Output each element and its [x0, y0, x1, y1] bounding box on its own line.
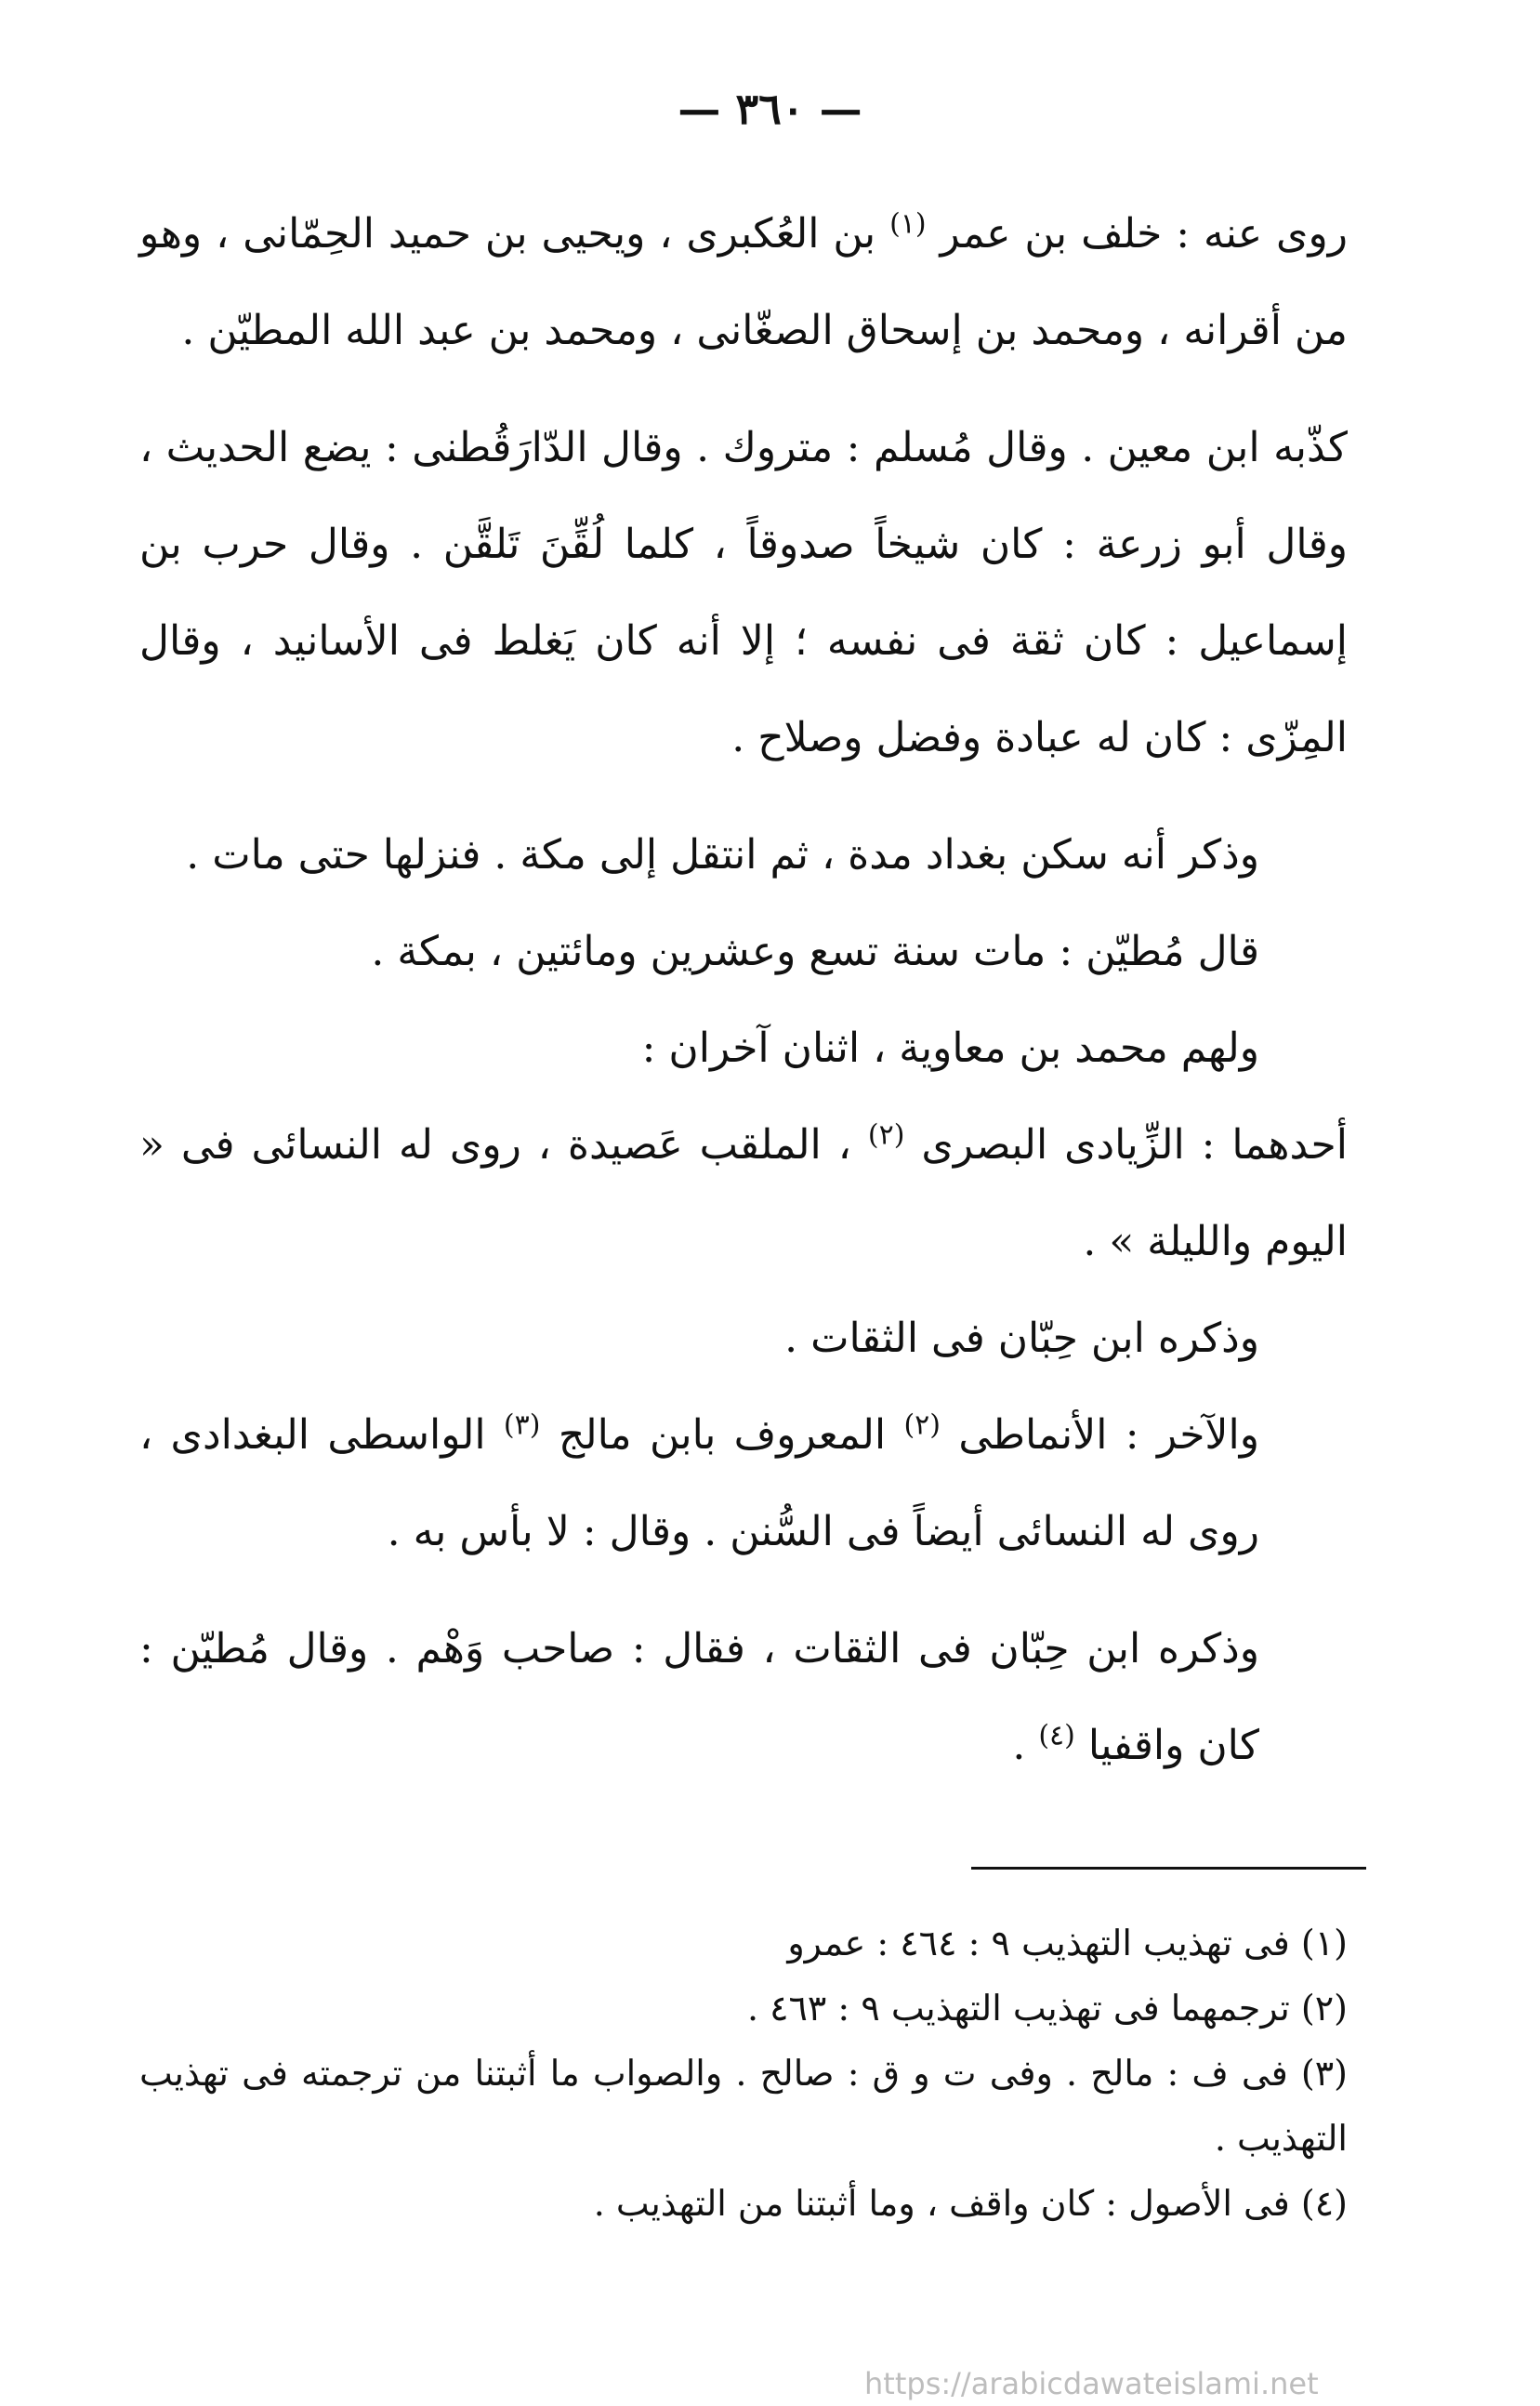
text-run: . — [1012, 1722, 1026, 1769]
text-run: ، الملقب عَصيدة ، روى له النسائى فى « اليوم والليلة » . — [139, 1121, 1348, 1265]
paragraph-namesakes: ولهم محمد بن معاوية ، اثنان آخران : — [641, 1025, 1259, 1072]
footnote-ref-3: (٣) — [503, 1408, 541, 1442]
footnote-ref-1: (١) — [889, 207, 927, 241]
footnote-ref-2: (٢) — [867, 1118, 905, 1152]
text-run: المعروف بابن مالج — [558, 1411, 887, 1459]
footnote-ref-4: (٤) — [1038, 1719, 1075, 1752]
watermark: https://arabicdawateislami.net — [864, 2366, 1319, 2401]
paragraph-first-namesake — [139, 1097, 1348, 1290]
footnote-ref-2b: (٢) — [903, 1408, 941, 1442]
text-run: بن العُكبرى ، ويحيى بن حميد الحِمّانى ، وهو من أقرانه ، ومحمد بن إسحاق الصغّانى ، ومحمد بن عبد الله المطيّن . — [139, 210, 1348, 354]
page-number: — ٣٦٠ — — [678, 84, 862, 134]
main-text — [139, 186, 1348, 1794]
paragraph-critique: كذّبه ابن معين . وقال مُسلم : متروك . وقال الدّارَقُطنى : يضع الحديث ، وقال أبو زرعة : كان شيخاً صدوقاً ، كلما لُقِّنَ تَلقَّن . وقال حرب بن إسماعيل : كان ثقة فى نفسه ؛ إلا أنه كان يَغلط فى الأسانيد ، وقال المِزّى : كان له عبادة وفضل وصلاح . — [139, 424, 1349, 761]
footnote-3: (٣) فى ف : مالح . وفى ت و ق : صالح . والصواب ما أثبتنا من ترجمته فى تهذيب التهذيب . — [139, 2053, 1348, 2159]
text-run: وذكره ابن حِبّان فى الثقات ، فقال : صاحب وَهْم . وقال مُطيّن : كان واقفيا — [139, 1625, 1259, 1769]
footnote-4: (٤) فى الأصول : كان واقف ، وما أثبتنا من التهذيب . — [593, 2183, 1348, 2224]
text-run: أحدهما : الزِّيادى البصرى — [921, 1121, 1348, 1169]
footnote-2: (٢) ترجمهما فى تهذيب التهذيب ٩ : ٤٦٣ . — [746, 1988, 1348, 2029]
paragraph-ibn-hibban-2 — [139, 1601, 1348, 1794]
footnote-1: (١) فى تهذيب التهذيب ٩ : ٤٦٤ : عمرو — [787, 1923, 1348, 1963]
text-run: الواسطى البغدادى ، روى له النسائى أيضاً فى السُّنن . وقال : لا بأس به . — [139, 1411, 1259, 1555]
paragraph-death: قال مُطيّن : مات سنة تسع وعشرين ومائتين ، بمكة . — [371, 928, 1259, 975]
paragraph-narrators — [139, 186, 1348, 379]
text-run: روى عنه : خلف بن عمر — [940, 210, 1348, 258]
text-run: والآخر : الأنماطى — [958, 1411, 1259, 1459]
paragraph-residence: وذكر أنه سكن بغداد مدة ، ثم انتقل إلى مكة . فنزلها حتى مات . — [186, 831, 1259, 879]
footnote-divider — [971, 1867, 1366, 1870]
paragraph-second-namesake — [139, 1387, 1348, 1580]
footnotes — [139, 1910, 1348, 2236]
paragraph-ibn-hibban-1: وذكره ابن حِبّان فى الثقات . — [784, 1315, 1259, 1362]
